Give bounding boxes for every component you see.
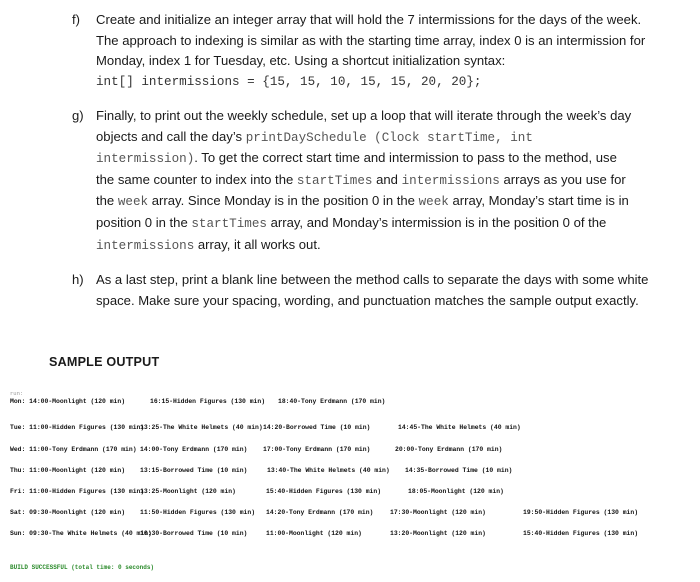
output-entry: 14:20-Tony Erdmann (170 min) [266,509,374,516]
code-term: startTimes [191,216,267,231]
output-entry: 17:30-Moonlight (120 min) [390,509,486,516]
text-line: Create and initialize an integer array that will hold the 7 intermissions for the days of the week. [96,12,642,27]
output-entry: 14:20-Borrowed Time (10 min) [263,424,371,431]
code-term: intermissions [401,173,500,188]
text-span: array, it all works out. [194,236,321,252]
output-entry: 13:20-Moonlight (120 min) [390,530,486,537]
text-span: objects and call the day’s [96,128,246,144]
text-span: arrays as you use for [499,171,626,187]
output-entry: 13:40-The White Helmets (40 min) [267,467,390,474]
output-entry: 13:25-The White Helmets (40 min) [140,424,263,431]
output-entry: 16:15-Hidden Figures (130 min) [150,398,266,405]
text-line [96,148,674,170]
code-term: week [418,195,449,210]
text-line [96,170,674,192]
output-entry: 14:45-The White Helmets (40 min) [398,424,521,431]
sample-output-heading: SAMPLE OUTPUT [49,355,160,369]
item-marker: h) [72,272,84,287]
output-entry: 15:40-Hidden Figures (130 min) [523,530,639,537]
output-entry: Mon: 14:00-Moonlight (120 min) [10,398,126,405]
output-entry: 14:35-Borrowed Time (10 min) [405,467,513,474]
build-status: BUILD SUCCESSFUL (total time: 0 seconds) [10,564,155,571]
output-entry: 19:50-Hidden Figures (130 min) [523,509,639,516]
output-entry: 10:30-Borrowed Time (10 min) [140,530,248,537]
output-entry: Tue: 11:00-Hidden Figures (130 min) [10,424,145,431]
text-line [96,213,674,235]
text-span: array, Monday’s start time is in [448,193,629,209]
code-term: week [117,195,149,210]
item-marker: f) [72,12,80,27]
text-span: position 0 in the [96,214,192,230]
output-entry: 20:00-Tony Erdmann (170 min) [395,446,503,453]
output-entry: 14:00-Tony Erdmann (170 min) [140,446,248,453]
text-line [96,191,674,213]
code-term: startTimes [296,173,373,188]
output-entry: 11:00-Moonlight (120 min) [266,530,362,537]
output-entry: 18:05-Moonlight (120 min) [408,488,504,495]
text-span: the same counter to index into the [96,171,297,187]
text-span: array, and Monday’s intermission is in the position 0 of the [266,214,607,230]
output-entry: 18:40-Tony Erdmann (170 min) [278,398,386,405]
text-line: space. Make sure your spacing, wording, and punctuation matches the sample output exactly. [96,292,639,308]
text-span: array. Since Monday is in the position 0 in the [148,193,419,209]
text-line [96,235,674,257]
text-span: the [96,193,118,209]
output-entry: 15:40-Hidden Figures (130 min) [266,488,382,495]
item-marker: g) [72,108,84,123]
code-term: intermissions [96,238,195,253]
text-line: Monday, index 1 for Tuesday, etc. Using a shortcut initialization syntax: [96,53,506,69]
text-span: and [372,171,402,187]
output-entry: 13:15-Borrowed Time (10 min) [140,467,248,474]
output-entry: 11:50-Hidden Figures (130 min) [140,509,256,516]
output-entry: 13:25-Moonlight (120 min) [140,488,236,495]
output-entry: Wed: 11:00-Tony Erdmann (170 min) [10,446,137,453]
text-span: . To get the correct start time and intermission to pass to the method, use [194,150,617,166]
code-snippet: int[] intermissions = {15, 15, 10, 15, 15, 20, 20}; [96,74,482,89]
output-entry: Thu: 11:00-Moonlight (120 min) [10,467,126,474]
output-entry: Sat: 09:30-Moonlight (120 min) [10,509,126,516]
method-parameter: intermission) [96,152,195,167]
run-label: run: [10,390,24,397]
method-signature: printDaySchedule (Clock startTime, int [245,130,533,145]
text-line: The approach to indexing is similar as with the starting time array, index 0 is an intermission for [96,32,646,48]
output-entry: Fri: 11:00-Hidden Figures (130 min) [10,488,145,495]
output-entry: Sun: 09:30-The White Helmets (40 min) [10,530,152,537]
text-line: Finally, to print out the weekly schedule, set up a loop that will iterate through the week’s day [96,108,632,123]
text-line: As a last step, print a blank line between the method calls to separate the days with some white [96,272,649,287]
output-entry: 17:00-Tony Erdmann (170 min) [263,446,371,453]
text-line [96,127,674,149]
